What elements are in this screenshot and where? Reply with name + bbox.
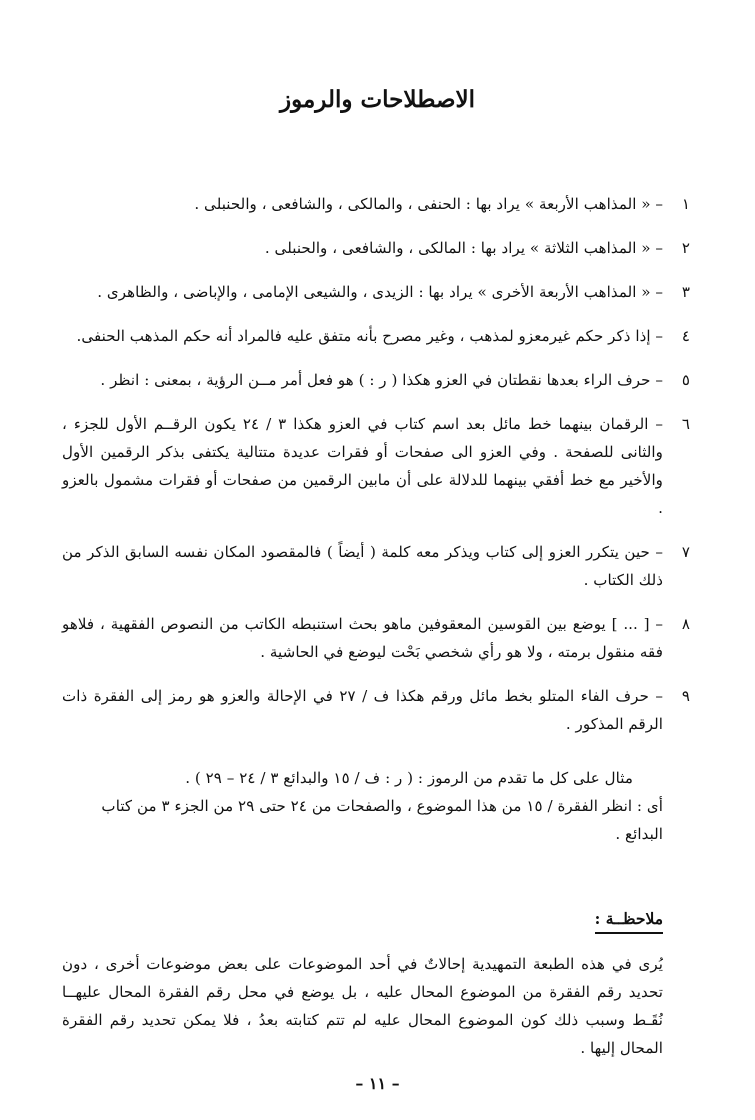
list-item (62, 234, 691, 262)
item-number: ٦ (681, 415, 691, 433)
item-text: – حرف الفاء المتلو بخط مائل ورقم هكذا ف / ٢٧ في الإحالة والعزو هو رمز إلى الفقرة ذات الرقم المذكور . (62, 687, 663, 733)
example-block (62, 764, 663, 848)
item-text: – إذا ذكر حكم غيرمعزو لمذهب ، وغير مصرح بأنه متفق عليه فالمراد أنه حكم المذهب الحنفى. (76, 327, 663, 345)
list-item (62, 278, 691, 306)
item-number: ٩ (681, 687, 691, 705)
terms-list (62, 190, 691, 754)
item-number: ٥ (681, 371, 691, 389)
item-number: ١ (681, 195, 691, 213)
item-number: ٣ (681, 283, 691, 301)
item-number: ٧ (681, 543, 691, 561)
list-item (62, 682, 691, 738)
item-text: – [ ... ] يوضع بين القوسين المعقوفين ماهو بحث استنبطه الكاتب من النصوص الفقهية ، فلاهو فقه منقول برمته ، ولا هو رأي شخصي بَحْت ليوضع في الحاشية . (62, 615, 663, 661)
list-item (62, 190, 691, 218)
example-explanation: أى : انظر الفقرة / ١٥ من هذا الموضوع ، والصفحات من ٢٤ حتى ٢٩ من الجزء ٣ من كتاب البدائع . (101, 797, 663, 843)
list-item (62, 610, 691, 666)
item-text: – حرف الراء بعدها نقطتان في العزو هكذا ( ر : ) هو فعل أمر مــن الرؤية ، بمعنى : انظر . (100, 371, 663, 389)
note-text: يُرى في هذه الطبعة التمهيدية إحالاتٌ في أحد الموضوعات على بعض موضوعات أخرى ، دون تحديد رقم الفقرة من الموضوع المحال عليه ، بل يوضع في محل رقم الفقرة المحال عليهــا نُقَـط وسبب ذلك كون الموضوع المحال عليه لم تتم كتابته بعدُ ، فلا يمكن تحديد رقم الفقرة المحال إليها . (62, 955, 663, 1057)
page-number: – ١١ – (355, 1074, 400, 1093)
note-title: ملاحظــة : (595, 906, 663, 934)
item-number: ٢ (681, 239, 691, 257)
item-text: – « المذاهب الأربعة الأخرى » يراد بها : الزيدى ، والشيعى الإمامى ، والإباضى ، والظاهرى . (97, 283, 663, 301)
item-text: – الرقمان بينهما خط مائل بعد اسم كتاب في العزو هكذا ٣ / ٢٤ يكون الرقــم الأول للجزء ، والثانى للصفحة . وفي العزو الى صفحات أو فقرات عديدة متتالية يكتفى بذكر الرقمين الأول والأخير مع خط أفقي بينهما للدلالة على أن مابين الرقمين من صفحات أو فقرات مشمول بالعزو . (62, 415, 663, 517)
list-item (62, 366, 691, 394)
item-text: – « المذاهب الثلاثة » يراد بها : المالكى ، والشافعى ، والحنبلى . (264, 239, 663, 257)
list-item (62, 410, 691, 522)
example-line: مثال على كل ما تقدم من الرموز : ( ر : ف / ١٥ والبدائع ٣ / ٢٤ – ٢٩ ) . (185, 769, 633, 787)
item-text: – « المذاهب الأربعة » يراد بها : الحنفى ، والمالكى ، والشافعى ، والحنبلى . (194, 195, 663, 213)
item-number: ٤ (681, 327, 691, 345)
page-title: الاصطلاحات والرموز (279, 86, 476, 113)
item-text: – حين يتكرر العزو إلى كتاب ويذكر معه كلمة ( أيضاً ) فالمقصود المكان نفسه السابق الذكر من ذلك الكتاب . (62, 543, 663, 589)
list-item (62, 322, 691, 350)
item-number: ٨ (681, 615, 691, 633)
list-item (62, 538, 691, 594)
